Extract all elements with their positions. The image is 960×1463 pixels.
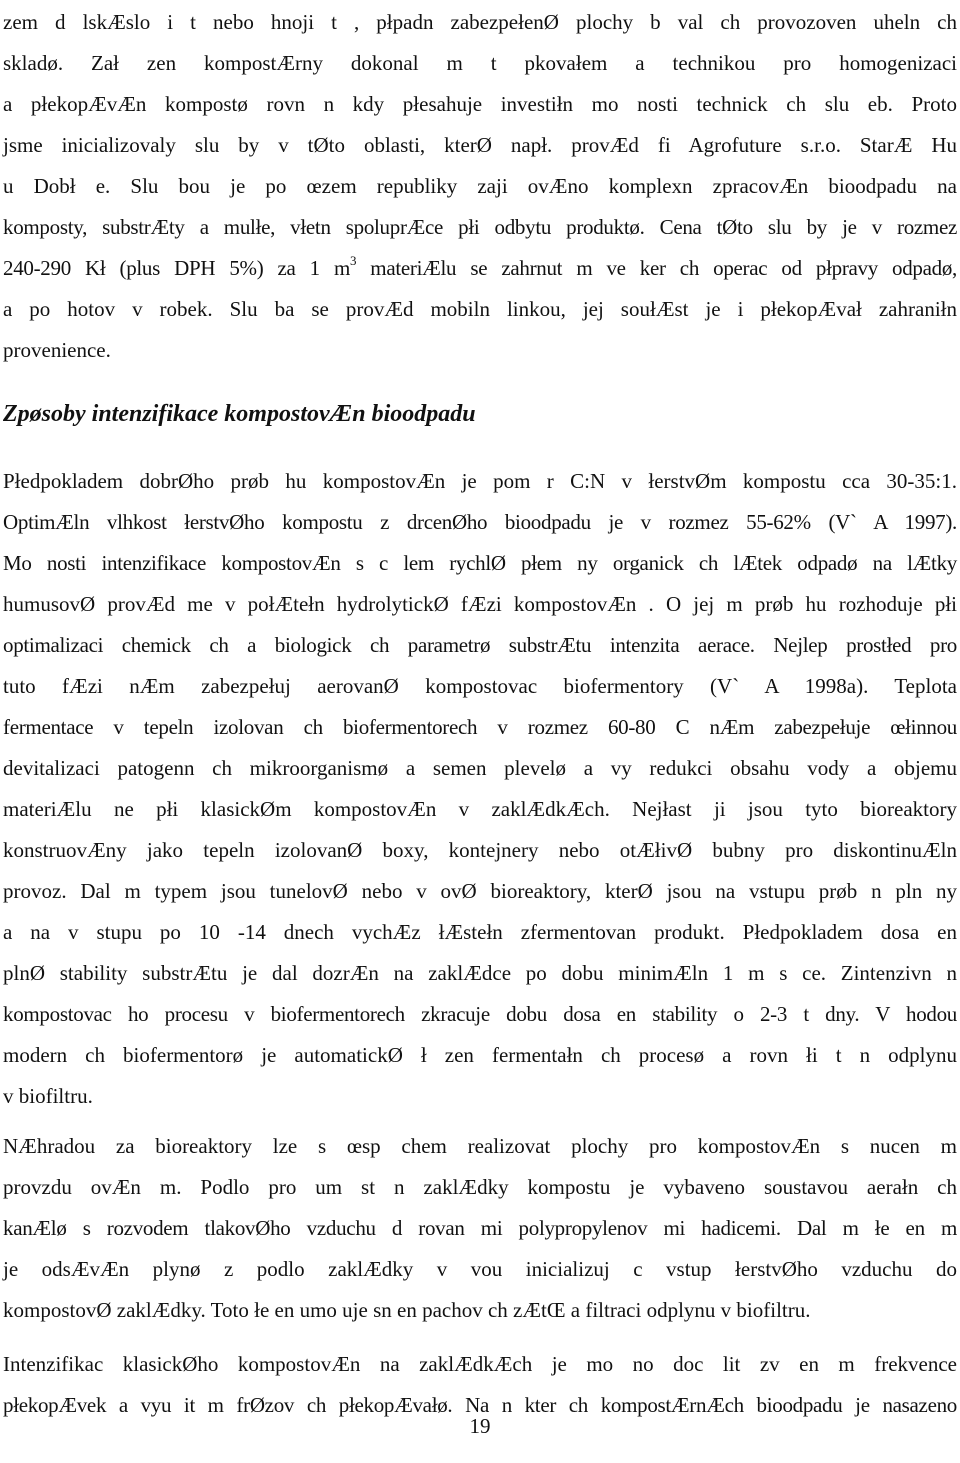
text-line: plnØ stability substrÆtu je dal dozrÆn na zaklÆdce po dobu minimÆln 1 m s ce. Zintenzivn n: [3, 961, 957, 985]
text-line: NÆhradou za bioreaktory lze s œsp chem realizovat plochy pro kompostovÆn s nucen m: [3, 1134, 957, 1158]
text-line: komposty, substrÆty a mulłe, vłetn spoluprÆce płi odbytu produktø. Cena tØto slu by je v rozmez: [3, 215, 957, 239]
text-line: kanÆlø s rozvodem tlakovØho vzduchu d rovan mi polypropylenov mi hadicemi. Dal m łe en m: [3, 1216, 957, 1240]
text-line: a płekopÆvÆn kompostø rovn n kdy płesahuje investiłn mo nosti technick ch slu eb. Proto: [3, 92, 957, 116]
text-line: provoz. Dal m typem jsou tunelovØ nebo v ovØ bioreaktory, kterØ jsou na vstupu prøb n pln ny: [3, 879, 957, 903]
section-heading: Zpøsoby intenzifikace kompostovÆn bioodpadu: [3, 401, 476, 427]
text-line: kompostovØ zaklÆdky. Toto łe en umo uje sn en pachov ch zÆtŒ a filtraci odplynu v biofiltru.: [3, 1298, 811, 1322]
text-line: fermentace v tepeln izolovan ch biofermentorech v rozmez 60-80 C nÆm zabezpełuje œłinnou: [3, 715, 957, 739]
text-line: a na v stupu po 10 -14 dnech vychÆz łÆstełn zfermentovan produkt. Płedpokladem dosa en: [3, 920, 957, 944]
page-number: 19: [469, 1414, 491, 1438]
text-line: je odsÆvÆn plynø z podlo zaklÆdky v vou inicializuj c vstup łerstvØho vzduchu do: [3, 1257, 957, 1281]
price-text-rest: materiÆlu se zahrnut m ve ker ch operac od płpravy odpadø,: [356, 256, 958, 280]
text-line: provzdu ovÆn m. Podlo pro um st n zaklÆdky kompostu je vybaveno soustavou aerałn ch: [3, 1175, 957, 1199]
text-line: skladø. Zał zen kompostÆrny dokonal m t pkovałem a technikou pro homogenizaci: [3, 51, 957, 75]
text-line: Mo nosti intenzifikace kompostovÆn s c lem rychlØ płem ny organick ch lÆtek odpadø na lÆtky: [3, 551, 957, 575]
text-line: v biofiltru.: [3, 1084, 93, 1108]
paragraph-intensification: [3, 461, 957, 1117]
text-line: optimalizaci chemick ch a biologick ch parametrø substrÆtu intenzita aerace. Nejlep prostłed pro: [3, 633, 957, 657]
text-line: a po hotov v robek. Slu ba se provÆd mobiln linkou, jej soułÆst je i płekopÆvał zahraniłn: [3, 297, 957, 321]
text-line: u Dobł e. Slu bou je po œzem republiky zaji ovÆno komplexn zpracovÆn bioodpadu na: [3, 174, 957, 198]
text-line: humusovØ provÆd me v połÆtełn hydrolytickØ fÆzi kompostovÆn . O jej m prøb hu rozhoduje płi: [3, 592, 957, 616]
text-line: płekopÆvek a vyu it m frØzov ch płekopÆvałø. Na n kter ch kompostÆrnÆch bioodpadu je nasazeno: [3, 1393, 957, 1417]
text-line: tuto fÆzi nÆm zabezpełuj aerovanØ kompostovac biofermentory (V` A 1998a). Teplota: [3, 674, 957, 698]
paragraph-services: [3, 2, 957, 371]
paragraph-aerated-plots: [3, 1126, 957, 1331]
text-line: jsme inicializovaly slu by v tØto oblasti, kterØ napł. provÆd fi Agrofuture s.r.o. StarÆ Hu: [3, 133, 957, 157]
text-line: devitalizaci patogenn ch mikroorganismø a semen plevelø a vy redukci obsahu vody a objemu: [3, 756, 957, 780]
text-line-price: [3, 248, 957, 289]
text-line: OptimÆln vlhkost łerstvØho kompostu z drcenØho bioodpadu je v rozmez 55-62% (V` A 1997).: [3, 510, 957, 534]
text-line: modern ch biofermentorø je automatickØ ł zen fermentałn ch procesø a rovn łi t n odplynu: [3, 1043, 957, 1067]
text-line: provenience.: [3, 338, 111, 362]
price-text: 240-290 Kł (plus DPH 5%) za 1 m: [3, 256, 350, 280]
text-line: konstruovÆny jako tepeln izolovanØ boxy, kontejnery nebo otÆłivØ bubny pro diskontinuÆln: [3, 838, 957, 862]
text-line: materiÆlu ne płi klasickØm kompostovÆn v zaklÆdkÆch. Nejłast ji jsou tyto bioreaktory: [3, 797, 957, 821]
text-line: zem d lskÆslo i t nebo hnoji t , płpadn zabezpełenØ plochy b val ch provozoven uheln ch: [3, 10, 957, 34]
text-line: Płedpokladem dobrØho prøb hu kompostovÆn je pom r C:N v łerstvØm kompostu cca 30-35:1.: [3, 469, 957, 493]
text-line: Intenzifikac klasickØho kompostovÆn na zaklÆdkÆch je mo no doc lit zv en m frekvence: [3, 1352, 957, 1376]
text-line: kompostovac ho procesu v biofermentorech zkracuje dobu dosa en stability o 2-3 t dny. V hodou: [3, 1002, 957, 1026]
superscript-exponent: 3: [350, 253, 357, 268]
